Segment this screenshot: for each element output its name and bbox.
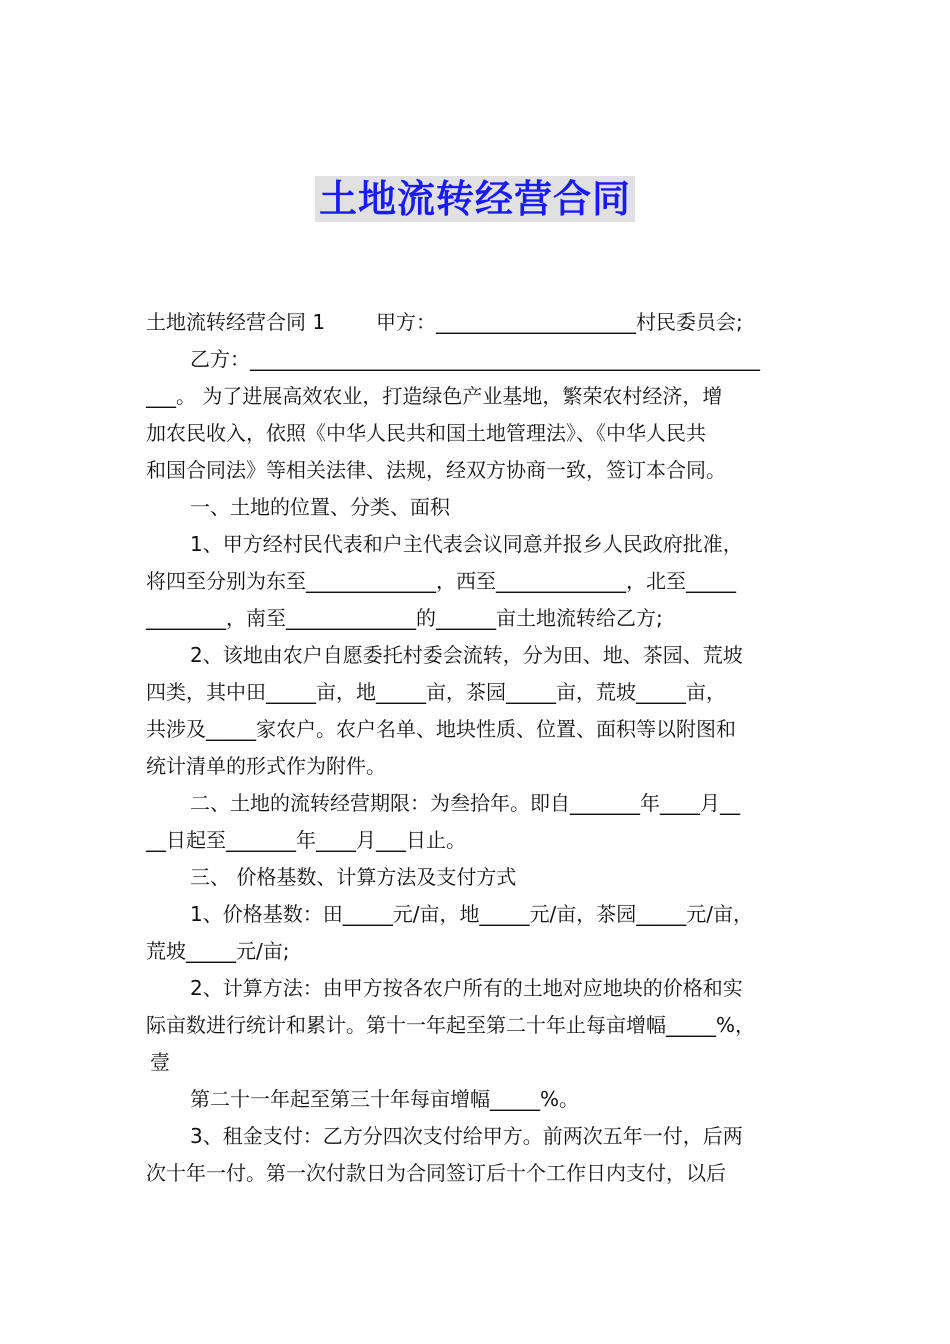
clause-1-2-line-1: 2、该地由农户自愿委托村委会流转，分为田、地、茶园、荒坡 (190, 643, 743, 667)
clause-3-3-line-2: 次十年一付。第一次付款日为合同签订后十个工作日内支付，以后 (146, 1161, 726, 1185)
clause-1-1-line-1: 1、甲方经村民代表和户主代表会议同意并报乡人民政府批准， (190, 532, 743, 556)
contract-header-line: 土地流转经营合同 1 甲方：____________________村民委员会; (146, 310, 743, 334)
clause-1-1-line-3: ________，南至_____________的______亩土地流转给乙方; (146, 606, 663, 630)
section-1-heading: 一、土地的位置、分类、面积 (190, 495, 450, 519)
section-2-line-1: 二、土地的流转经营期限：为叁拾年。即自_______年____月__ (190, 791, 740, 815)
clause-1-2-line-4: 统计清单的形式作为附件。 (146, 754, 386, 778)
clause-3-2-line-4: 第二十一年起至第三十年每亩增幅_____%。 (190, 1087, 580, 1111)
clause-3-1-line-1: 1、价格基数：田_____元/亩，地_____元/亩，茶园_____元/亩， (190, 902, 753, 926)
preamble-line-3: 和国合同法》等相关法律、法规，经双方协商一致，签订本合同。 (146, 458, 726, 482)
clause-3-2-line-1: 2、计算方法：由甲方按各农户所有的土地对应地块的价格和实 (190, 976, 743, 1000)
clause-3-3-line-1: 3、租金支付：乙方分四次支付给甲方。前两次五年一付，后两 (190, 1124, 743, 1148)
clause-3-1-line-2: 荒坡_____元/亩; (146, 939, 290, 963)
party-b-line: 乙方：___________________________________________________ (190, 347, 760, 371)
section-2-line-2: __日起至_______年____月___日止。 (146, 828, 466, 852)
document-title: 土地流转经营合同 (315, 176, 635, 222)
clause-1-2-line-2: 四类，其中田_____亩，地_____亩，茶园_____亩，荒坡_____亩， (146, 680, 726, 704)
clause-3-2-line-2: 际亩数进行统计和累计。第十一年起至第二十年止每亩增幅_____%， (146, 1013, 756, 1037)
section-3-heading: 三、 价格基数、计算方法及支付方式 (190, 865, 517, 889)
document-title-wrapper (0, 176, 950, 222)
clause-3-2-line-3: 壹 (150, 1050, 170, 1074)
clause-1-2-line-3: 共涉及_____家农户。农户名单、地块性质、位置、面积等以附图和 (146, 717, 736, 741)
contract-body (146, 304, 816, 1192)
clause-1-1-line-2: 将四至分别为东至_____________，西至_____________，北至_____ (146, 569, 736, 593)
preamble-line-2: 加农民收入，依照《中华人民共和国土地管理法》、《中华人民共 (146, 421, 706, 445)
preamble-line-1: ___。 为了进展高效农业，打造绿色产业基地，繁荣农村经济，增 (146, 384, 723, 408)
